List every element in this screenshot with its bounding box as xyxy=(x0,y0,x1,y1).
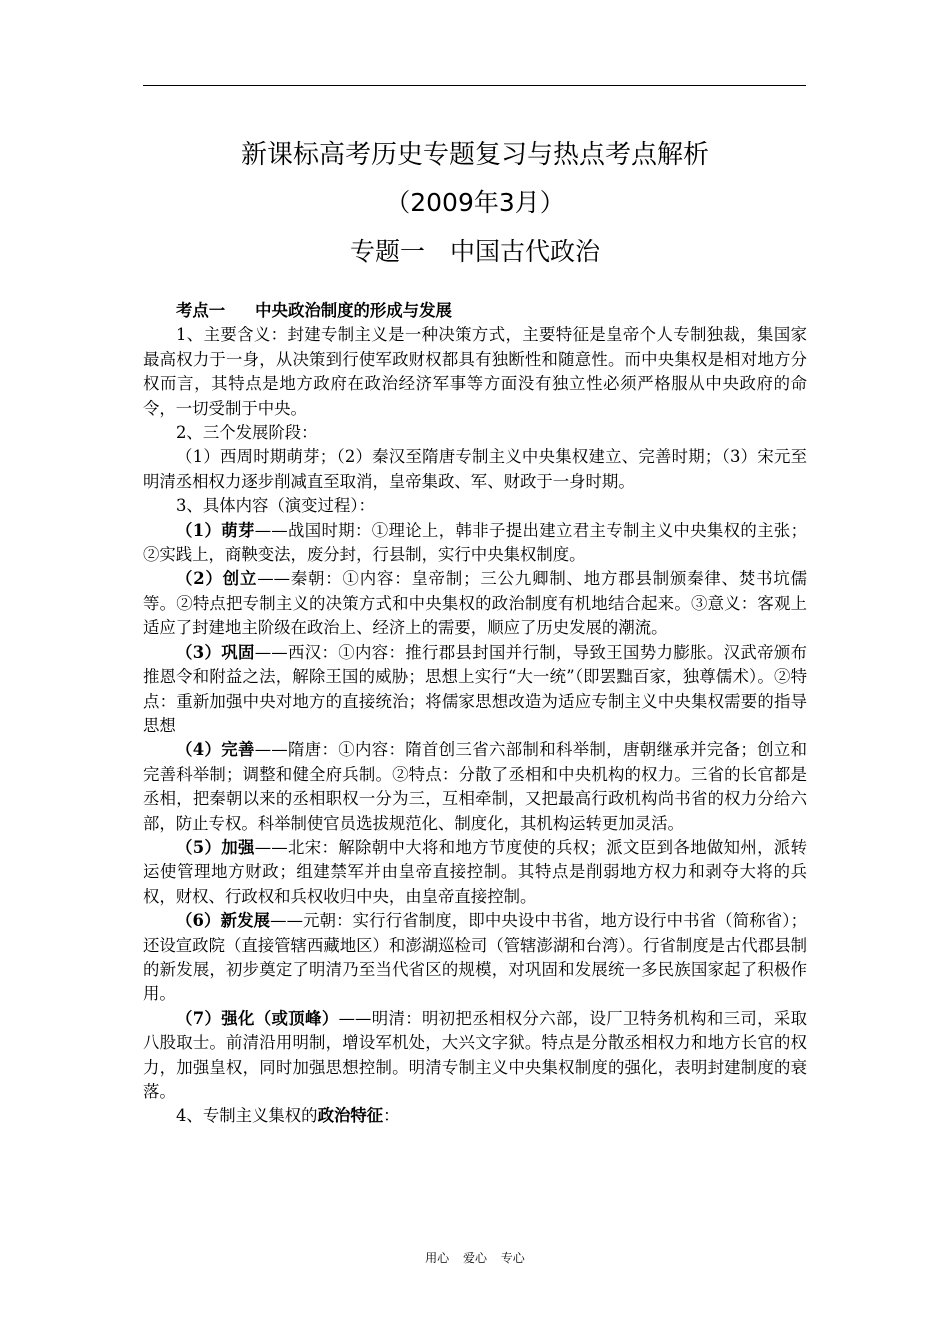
paragraph-stages: （1）西周时期萌芽；（2）秦汉至隋唐专制主义中央集权建立、完善时期；（3）宋元至明清丞相权力逐步削减直至取消，皇帝集政、军、财政于一身时期。 xyxy=(143,447,807,491)
paragraph-political-features: 4、专制主义集权的政治特征： xyxy=(176,1106,400,1126)
stage-label: （6）新发展 xyxy=(176,911,271,931)
stage-label: （3）巩固 xyxy=(176,642,255,662)
stage-item xyxy=(143,1007,807,1105)
header-rule xyxy=(143,85,806,86)
kaodian-title: 中央政治制度的形成与发展 xyxy=(255,301,452,320)
kaodian-heading xyxy=(143,299,807,323)
stage-item xyxy=(143,641,807,739)
document-title: 新课标高考历史专题复习与热点考点解析 xyxy=(240,140,709,170)
stage-label: （2）创立 xyxy=(176,569,258,589)
paragraph-definition: 1、主要含义：封建专制主义是一种决策方式，主要特征是皇帝个人专制独裁，集国家最高权力于一身，从决策到行使军政财权都具有独断性和随意性。而中央集权是相对地方分权而言，其特点是地方政府在政治经济军事等方面没有独立性必须严格服从中央政府的命令，一切受制于中央。 xyxy=(143,325,807,418)
stage-label: （1）萌芽 xyxy=(176,520,255,540)
kaodian-label: 考点一 xyxy=(176,301,226,320)
page-footer: 用心 爱心 专心 xyxy=(425,1251,525,1265)
stage-item xyxy=(143,836,807,909)
stage-text: ——秦朝：①内容：皇帝制；三公九卿制、地方郡县制颁秦律、焚书坑儒等。②特点把专制主义的决策方式和中央集权的政治制度有机地结合起来。③意义：客观上适应了封建地主阶级在政治上、经济上的需要，顺应了历史发展的潮流。 xyxy=(143,569,807,638)
topic-heading: 专题一 中国古代政治 xyxy=(349,237,600,266)
stage-item xyxy=(143,738,807,836)
stage-text: ——战国时期：①理论上，韩非子提出建立君主专制主义中央集权的主张；②实践上，商鞅变法，废分封，行县制，实行中央集权制度。 xyxy=(143,520,808,565)
stage-item xyxy=(143,567,807,640)
stage-item xyxy=(143,909,807,1007)
paragraph-stages-heading: 2、三个发展阶段： xyxy=(176,423,318,443)
document-body xyxy=(143,299,807,1129)
document-date: （2009年3月） xyxy=(385,188,565,217)
stage-text: ——元朝：实行行省制度，即中央设中书省，地方设行中书省（简称省）；还设宣政院（直接管辖西藏地区）和澎湖巡检司（管辖澎湖和台湾）。行省制度是古代郡县制的新发展，初步奠定了明清乃至当代省区的规模，对巩固和发展统一多民族国家起了积极作用。 xyxy=(143,911,807,1004)
paragraph-content-heading: 3、具体内容（演变过程）： xyxy=(176,496,375,516)
stage-item xyxy=(143,519,807,568)
stage-label: （5）加强 xyxy=(176,837,255,857)
stage-label: （7）强化（或顶峰） xyxy=(176,1008,339,1028)
stage-text: ——北宋：解除朝中大将和地方节度使的兵权；派文臣到各地做知州，派转运使管理地方财政；组建禁军并由皇帝直接控制。其特点是削弱地方权力和剥夺大将的兵权，财权、行政权和兵权收归中央，由皇帝直接控制。 xyxy=(143,837,808,906)
stage-text: ——隋唐：①内容：隋首创三省六部制和科举制，唐朝继承并完备；创立和完善科举制；调整和健全府兵制。②特点：分散了丞相和中央机构的权力。三省的长官都是丞相，把秦朝以来的丞相职权一分为三，互相牵制，又把最高行政机构尚书省的权力分给六部，防止专权。科举制使官员选拔规范化、制度化，其机构运转更加灵活。 xyxy=(143,740,808,833)
stage-label: （4）完善 xyxy=(176,740,255,760)
stage-text: ——西汉：①内容：推行郡县封国并行制，导致王国势力膨胀。汉武帝颁布推恩令和附益之法，解除王国的威胁；思想上实行“大一统”（即罢黜百家，独尊儒术）。②特点：重新加强中央对地方的直接统治；将儒家思想改造为适应专制主义中央集权需要的指导思想 xyxy=(143,642,808,735)
stage-text: ——明清：明初把丞相权分六部，设厂卫特务机构和三司，采取八股取士。前清沿用明制，增设军机处，大兴文字狱。特点是分散丞相权力和地方长官的权力，加强皇权，同时加强思想控制。明清专制主义中央集权制度的强化，表明封建制度的衰落。 xyxy=(143,1008,808,1101)
